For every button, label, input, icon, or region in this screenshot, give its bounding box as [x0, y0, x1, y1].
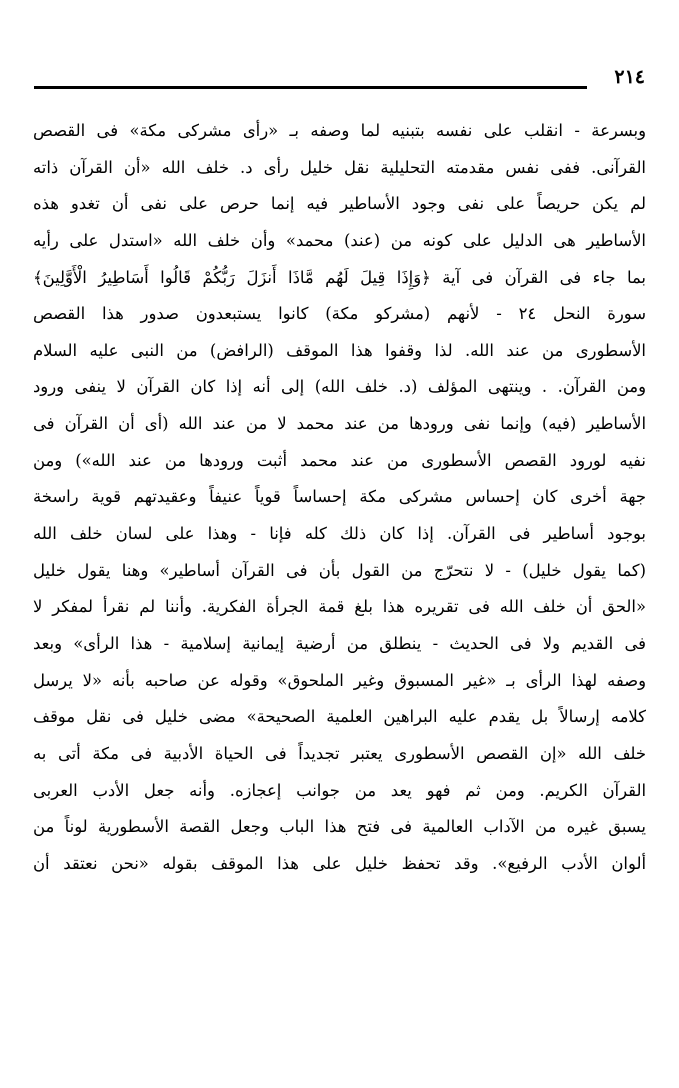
text-line-21: ألوان الأدب الرفيع». وقد تحفظ خليل على هذا الموقف بقوله «نحن نعتقد أن — [33, 853, 646, 873]
text-line-2: القرآنى. ففى نفس مقدمته التحليلية نقل خليل رأى د. خلف الله «أن القرآن ذاته — [33, 157, 646, 177]
text-line-17: كلامه إرسالاً بل يقدم عليه البراهين العلمية الصحيحة» مضى خليل فى نقل موقف — [33, 707, 646, 727]
text-line-7: الأسطورى من عند الله. لذا وقفوا هذا الموقف (الرافض) من النبى عليه السلام — [33, 340, 646, 360]
text-line-18: خلف الله «إن القصص الأسطورى يعتبر تجديداً فى الحياة الأدبية فى مكة أتى به — [33, 743, 646, 763]
page-number: ٢١٤ — [614, 66, 645, 88]
text-line-10: نفيه لورود القصص الأسطورى من عند محمد أثبت ورودها من عند الله») ومن — [33, 450, 646, 470]
text-line-15: فى القديم ولا فى الحديث - ينطلق من أرضية إيمانية إسلامية - هذا الرأى» وبعد — [33, 633, 646, 653]
text-line-11: جهة أخرى كان إحساس مشركى مكة إحساساً قوياً عنيفاً وعقيدتهم قوية راسخة — [33, 487, 646, 507]
quran-verse-line: بما جاء فى القرآن فى آية ﴿وَإِذَا قِيلَ لَهُم مَّاذَا أَنزَلَ رَبُّكُمْ قَالُوا أَسَاطِيرُ الْأَوَّلِينَ﴾ — [33, 267, 646, 287]
text-line-14: «الحق أن خلف الله فى تقريره هذا بلغ قمة الجرأة الفكرية. وأننا لم نقرأ لمفكر لا — [33, 597, 646, 617]
body-text — [33, 113, 646, 882]
text-line-8: ومن القرآن. . وينتهى المؤلف (د. خلف الله) إلى أنه إذا كان القرآن لا ينفى ورود — [33, 377, 646, 397]
page-header — [34, 66, 645, 96]
text-line-20: يسبق غيره من الآداب العالمية فى فتح هذا الباب وجعل القصة الأسطورية لوناً من — [33, 817, 646, 837]
text-line-9: الأساطير (فيه) وإنما نفى ورودها من عند محمد لا من عند الله (أى أن القرآن فى — [33, 414, 646, 434]
header-rule — [34, 86, 587, 89]
text-line-12: بوجود أساطير فى القرآن. إذا كان ذلك كله فإنا - وهذا على لسان خلف الله — [33, 524, 646, 544]
text-line-6: سورة النحل ٢٤ - لأنهم (مشركو مكة) كانوا يستبعدون صدور هذا القصص — [33, 304, 646, 324]
text-line-13: (كما يقول خليل) - لا نتحرّج من القول بأن فى القرآن أساطير» وهنا يقول خليل — [33, 560, 646, 580]
text-line-16: وصفه لهذا الرأى بـ «غير المسبوق وغير الملحوق» وقوله عن صاحبه بأنه «لا يرسل — [33, 670, 646, 690]
text-line-3: لم يكن حريصاً على نفى وجود الأساطير فيه إنما حرص على نفى أن تغدو هذه — [33, 194, 646, 214]
text-line-19: القرآن الكريم. ومن ثم فهو يعد من جوانب إعجازه. وأنه جعل الأدب العربى — [33, 780, 646, 800]
text-line-1: وبسرعة - انقلب على نفسه بتبنيه لما وصفه بـ «رأى مشركى مكة» فى القصص — [33, 121, 646, 140]
text-line-4: الأساطير هى الدليل على كونه من (عند) محمد» وأن خلف الله «استدل على رأيه — [33, 230, 646, 250]
